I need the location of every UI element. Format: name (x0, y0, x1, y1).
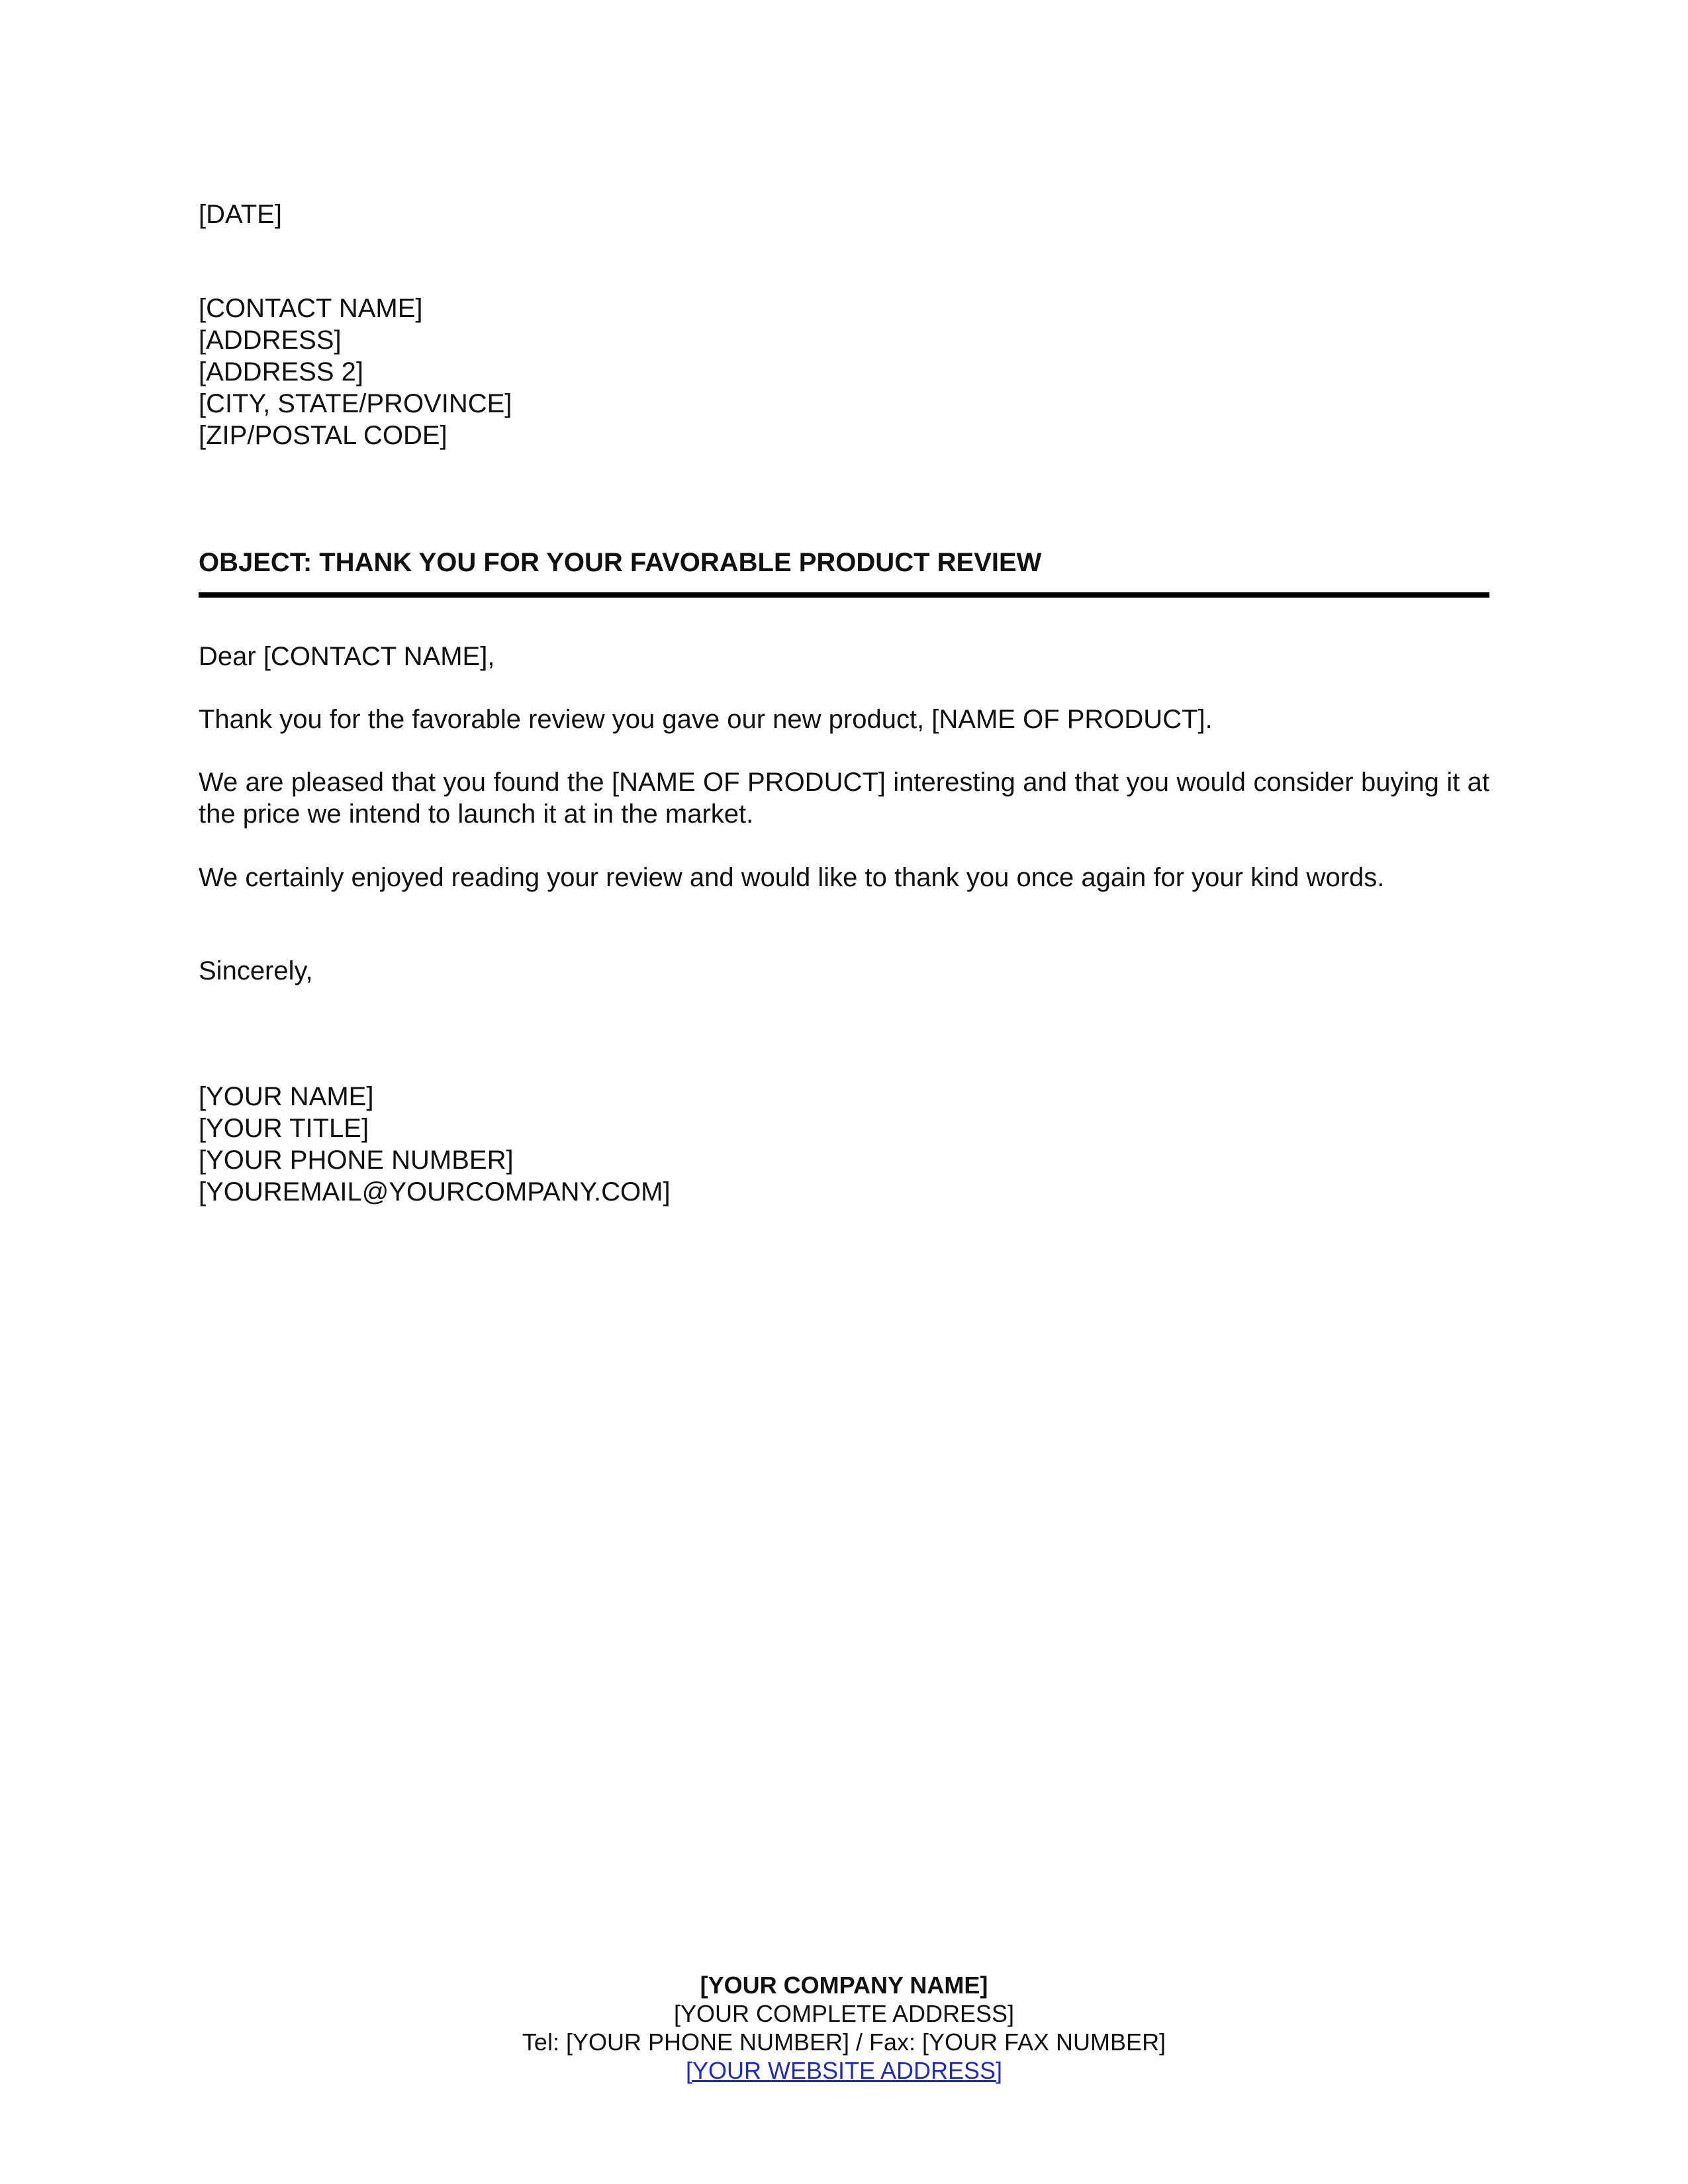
letter-closing: Sincerely, (199, 956, 313, 985)
footer-address: [YOUR COMPLETE ADDRESS] (673, 2000, 1015, 2027)
recipient-address-2: [ADDRESS 2] (199, 357, 363, 387)
recipient-zip: [ZIP/POSTAL CODE] (199, 421, 447, 450)
recipient-contact-name: [CONTACT NAME] (199, 294, 423, 323)
recipient-address: [ADDRESS] (199, 326, 342, 355)
footer-contact: Tel: [YOUR PHONE NUMBER] / Fax: [YOUR FAX NUMBER] (522, 2028, 1166, 2056)
recipient-city-state: [CITY, STATE/PROVINCE] (199, 389, 512, 418)
signature-name: [YOUR NAME] (199, 1082, 374, 1111)
letter-salutation: Dear [CONTACT NAME], (199, 642, 495, 671)
signature-email: [YOUREMAIL@YOURCOMPANY.COM] (199, 1177, 671, 1206)
letter-paragraph-1: Thank you for the favorable review you gave our new product, [NAME OF PRODUCT]. (199, 705, 1213, 734)
signature-phone: [YOUR PHONE NUMBER] (199, 1146, 514, 1175)
company-footer (0, 1971, 1688, 2085)
footer-website-link[interactable]: [YOUR WEBSITE ADDRESS] (685, 2057, 1003, 2084)
footer-company-name: [YOUR COMPANY NAME] (700, 1972, 988, 1999)
letter-paragraph-3: We certainly enjoyed reading your review and would like to thank you once again for your kind words. (199, 863, 1385, 892)
subject-divider (199, 592, 1489, 598)
letter-subject: OBJECT: THANK YOU FOR YOUR FAVORABLE PRODUCT REVIEW (199, 548, 1042, 577)
signature-title: [YOUR TITLE] (199, 1114, 369, 1143)
signature-block (199, 1081, 671, 1208)
recipient-address-block (199, 293, 512, 451)
letter-paragraph-2: We are pleased that you found the [NAME OF PRODUCT] interesting and that you would consider buying it at the price we intend to launch it at in the market. (199, 768, 1489, 829)
letter-date: [DATE] (199, 200, 282, 229)
